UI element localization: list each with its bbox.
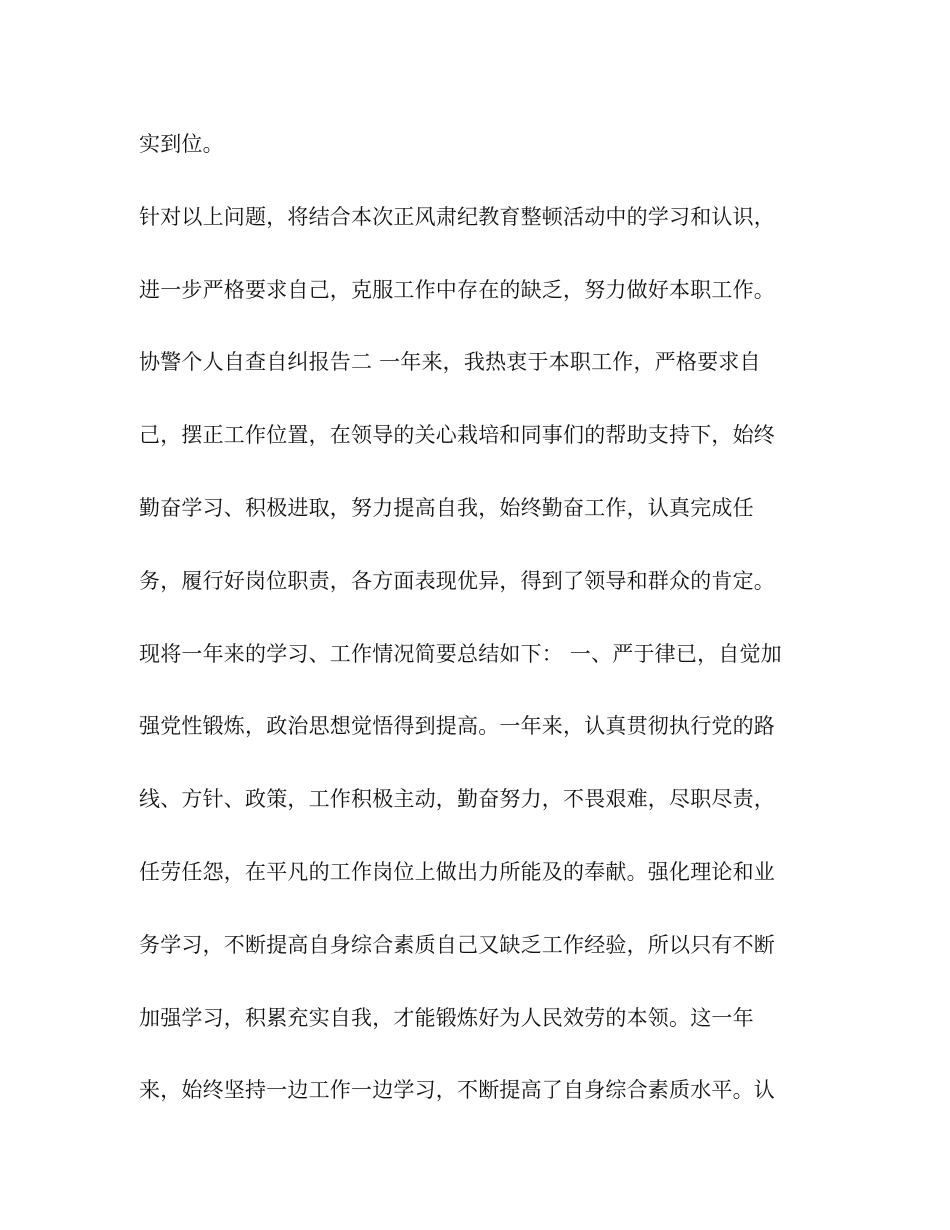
text-line: 实到位。 xyxy=(139,132,224,156)
text-line: 任劳任怨，在平凡的工作岗位上做出力所能及的奉献。强化理论和业 xyxy=(139,859,775,884)
text-line: 己，摆正工作位置，在领导的关心栽培和同事们的帮助支持下，始终 xyxy=(139,423,775,448)
text-line: 现将一年来的学习、工作情况简要总结如下： 一、严于律已，自觉加 xyxy=(139,641,782,666)
document-body xyxy=(139,124,819,1143)
text-line: 线、方针、政策，工作积极主动，勤奋努力，不畏艰难，尽职尽责， xyxy=(139,787,775,812)
text-line: 协警个人自查自纠报告二 一年来，我热衷于本职工作，严格要求自 xyxy=(139,350,761,375)
text-line: 进一步严格要求自己，克服工作中存在的缺乏，努力做好本职工作。 xyxy=(139,277,775,302)
text-line: 加强学习，积累充实自我，才能锻炼好为人民效劳的本领。这一年 xyxy=(139,1005,754,1030)
text-line: 务，履行好岗位职责，各方面表现优异，得到了领导和群众的肯定。 xyxy=(139,568,775,593)
text-line: 强党性锻炼，政治思想觉悟得到提高。一年来，认真贯彻执行党的路 xyxy=(139,714,775,739)
text-line: 针对以上问题，将结合本次正风肃纪教育整顿活动中的学习和认识， xyxy=(139,204,775,229)
text-line: 来，始终坚持一边工作一边学习，不断提高了自身综合素质水平。认 xyxy=(139,1078,775,1103)
text-line: 务学习，不断提高自身综合素质自己又缺乏工作经验，所以只有不断 xyxy=(139,932,775,957)
text-line: 勤奋学习、积极进取，努力提高自我，始终勤奋工作，认真完成任 xyxy=(139,495,754,520)
